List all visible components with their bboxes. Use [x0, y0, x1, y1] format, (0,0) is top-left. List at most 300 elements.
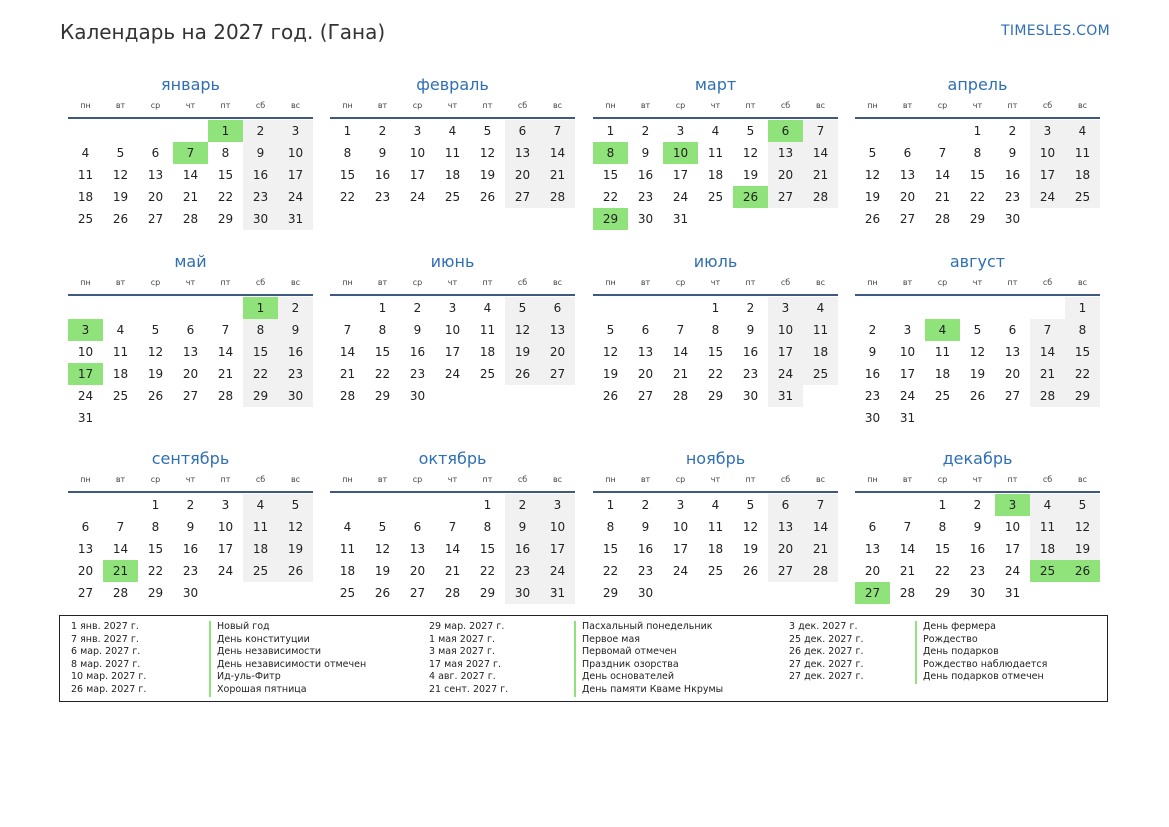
month-name: февраль	[416, 75, 489, 94]
day-grid	[68, 120, 313, 230]
day-cell: 10	[444, 323, 461, 337]
day-cell: 30	[243, 208, 278, 230]
day-cell: 3	[413, 124, 422, 138]
day-cell: 19	[742, 542, 759, 556]
day-cell: 12	[374, 542, 391, 556]
day-cell: 30	[409, 389, 426, 403]
day-cell: 30	[969, 586, 986, 600]
day-cell: 21	[444, 564, 461, 578]
weekday-header	[855, 274, 1100, 296]
day-cell: 25	[707, 190, 724, 204]
day-cell: 5	[278, 494, 313, 516]
day-cell: 11	[1030, 516, 1065, 538]
day-cell: 15	[374, 345, 391, 359]
day-cell: 14	[339, 345, 356, 359]
day-cell: 13	[505, 142, 540, 164]
day-cell: 21	[803, 538, 838, 560]
month-2	[330, 73, 575, 208]
day-cell: 29	[602, 586, 619, 600]
day-cell: 31	[899, 411, 916, 425]
day-cell: 25	[934, 389, 951, 403]
day-cell: 5	[746, 124, 755, 138]
weekday-header	[855, 97, 1100, 119]
month-11	[593, 447, 838, 604]
day-cell: 21	[672, 367, 689, 381]
day-cell: 15	[969, 168, 986, 182]
weekday-label: чт	[972, 101, 983, 110]
day-cell: 9	[973, 520, 982, 534]
day-cell: 24	[899, 389, 916, 403]
day-cell: 5	[606, 323, 615, 337]
weekday-label: ср	[150, 101, 161, 110]
day-cell: 23	[864, 389, 881, 403]
day-grid	[855, 297, 1100, 429]
day-cell: 19	[602, 367, 619, 381]
weekday-label: ср	[675, 475, 686, 484]
day-cell: 11	[339, 542, 356, 556]
day-cell: 26	[112, 212, 129, 226]
day-cell: 15	[707, 345, 724, 359]
weekday-label: пт	[482, 475, 493, 484]
day-cell: 13	[768, 516, 803, 538]
empty-cell	[138, 120, 173, 142]
day-cell: 1	[151, 498, 160, 512]
day-cell: 25	[707, 564, 724, 578]
legend-date: 26 мар. 2027 г.	[71, 683, 147, 695]
day-cell: 1	[343, 124, 352, 138]
holiday-day-cell: 17	[68, 363, 103, 385]
weekday-label: чт	[710, 475, 721, 484]
legend-date: 4 авг. 2027 г.	[429, 671, 496, 683]
day-cell: 3	[540, 494, 575, 516]
day-cell: 9	[641, 520, 650, 534]
empty-cell	[855, 494, 890, 516]
legend-holiday-name: Рождество	[915, 634, 1047, 647]
day-cell: 26	[602, 389, 619, 403]
empty-cell	[890, 494, 925, 516]
weekday-label: ср	[412, 278, 423, 287]
day-cell: 6	[868, 520, 877, 534]
month-4	[855, 73, 1100, 230]
day-cell: 21	[934, 190, 951, 204]
day-cell: 30	[637, 212, 654, 226]
weekday-label: сб	[255, 475, 266, 484]
day-cell: 14	[1030, 341, 1065, 363]
day-cell: 20	[77, 564, 94, 578]
day-cell: 22	[707, 367, 724, 381]
holiday-day-cell: 29	[593, 208, 628, 230]
weekday-label: пн	[342, 475, 353, 484]
weekday-label: вт	[902, 101, 913, 110]
day-cell: 9	[868, 345, 877, 359]
day-cell: 4	[483, 301, 492, 315]
day-cell: 17	[217, 542, 234, 556]
day-cell: 24	[672, 190, 689, 204]
weekday-label: сб	[780, 475, 791, 484]
empty-cell	[995, 297, 1030, 319]
day-grid	[68, 494, 313, 604]
legend-holiday-name: Первое мая	[574, 634, 723, 647]
day-cell: 15	[479, 542, 496, 556]
day-cell: 18	[707, 168, 724, 182]
day-cell: 25	[444, 190, 461, 204]
weekday-label: вт	[640, 278, 651, 287]
day-cell: 13	[1004, 345, 1021, 359]
day-cell: 23	[374, 190, 391, 204]
day-cell: 20	[540, 341, 575, 363]
weekday-header	[68, 274, 313, 296]
empty-cell	[103, 120, 138, 142]
day-cell: 28	[182, 212, 199, 226]
weekday-header	[330, 274, 575, 296]
day-cell: 20	[182, 367, 199, 381]
weekday-label: сб	[255, 101, 266, 110]
day-cell: 2	[413, 301, 422, 315]
day-cell: 19	[374, 564, 391, 578]
day-cell: 4	[81, 146, 90, 160]
day-cell: 14	[112, 542, 129, 556]
day-cell: 16	[1004, 168, 1021, 182]
weekday-label: вс	[552, 101, 563, 110]
day-cell: 31	[77, 411, 94, 425]
weekday-label: вт	[115, 278, 126, 287]
day-cell: 8	[151, 520, 160, 534]
day-cell: 4	[243, 494, 278, 516]
day-cell: 10	[409, 146, 426, 160]
day-cell: 29	[217, 212, 234, 226]
day-cell: 18	[444, 168, 461, 182]
day-cell: 10	[540, 516, 575, 538]
legend-holiday-name: День подарков	[915, 646, 1047, 659]
day-cell: 29	[707, 389, 724, 403]
month-7	[593, 250, 838, 407]
weekday-label: вс	[1077, 278, 1088, 287]
empty-cell	[960, 297, 995, 319]
weekday-label: ср	[937, 475, 948, 484]
day-cell: 6	[540, 297, 575, 319]
weekday-label: вт	[640, 475, 651, 484]
holiday-day-cell: 3	[995, 494, 1030, 516]
legend-holiday-name: День основателей	[574, 671, 723, 684]
day-cell: 4	[116, 323, 125, 337]
day-cell: 6	[186, 323, 195, 337]
day-cell: 18	[1065, 164, 1100, 186]
weekday-label: ср	[412, 101, 423, 110]
legend-holiday-name: День подарков отмечен	[915, 671, 1047, 684]
legend-date: 26 дек. 2027 г.	[789, 646, 864, 658]
day-cell: 9	[641, 146, 650, 160]
empty-cell	[890, 297, 925, 319]
day-cell: 6	[641, 323, 650, 337]
day-cell: 31	[540, 582, 575, 604]
weekday-label: сб	[517, 475, 528, 484]
day-cell: 5	[746, 498, 755, 512]
month-10	[330, 447, 575, 604]
day-cell: 31	[672, 212, 689, 226]
month-name: декабрь	[942, 449, 1013, 468]
day-cell: 2	[868, 323, 877, 337]
day-cell: 25	[77, 212, 94, 226]
holiday-day-cell: 26	[1065, 560, 1100, 582]
day-cell: 22	[1065, 363, 1100, 385]
day-cell: 14	[217, 345, 234, 359]
day-cell: 29	[479, 586, 496, 600]
weekday-label: сб	[255, 278, 266, 287]
day-cell: 19	[147, 367, 164, 381]
day-cell: 5	[483, 124, 492, 138]
legend-date: 29 мар. 2027 г.	[429, 621, 505, 632]
day-cell: 16	[637, 542, 654, 556]
day-cell: 4	[711, 498, 720, 512]
day-cell: 18	[934, 367, 951, 381]
day-cell: 12	[112, 168, 129, 182]
day-cell: 16	[278, 341, 313, 363]
weekday-label: пт	[745, 475, 756, 484]
day-cell: 19	[505, 341, 540, 363]
day-cell: 10	[77, 345, 94, 359]
month-3	[593, 73, 838, 230]
legend-holiday-name: День памяти Кваме Нкрумы	[574, 684, 723, 697]
day-cell: 8	[1065, 319, 1100, 341]
day-cell: 19	[969, 367, 986, 381]
weekday-label: пн	[867, 475, 878, 484]
day-cell: 5	[151, 323, 160, 337]
day-cell: 25	[112, 389, 129, 403]
day-cell: 7	[803, 494, 838, 516]
weekday-label: пн	[80, 475, 91, 484]
day-cell: 4	[448, 124, 457, 138]
day-cell: 12	[505, 319, 540, 341]
empty-cell	[103, 297, 138, 319]
weekday-label: пн	[605, 475, 616, 484]
day-cell: 25	[803, 363, 838, 385]
day-cell: 4	[1030, 494, 1065, 516]
weekday-header	[68, 97, 313, 119]
weekday-label: чт	[185, 101, 196, 110]
day-cell: 9	[746, 323, 755, 337]
holiday-day-cell: 1	[243, 297, 278, 319]
day-cell: 9	[243, 142, 278, 164]
legend-names-col-3	[915, 621, 1047, 684]
weekday-label: вс	[1077, 101, 1088, 110]
empty-cell	[103, 494, 138, 516]
day-cell: 11	[243, 516, 278, 538]
day-cell: 23	[637, 564, 654, 578]
empty-cell	[173, 297, 208, 319]
day-cell: 15	[934, 542, 951, 556]
day-cell: 4	[1065, 120, 1100, 142]
day-cell: 29	[147, 586, 164, 600]
weekday-label: пт	[1007, 475, 1018, 484]
day-cell: 23	[278, 363, 313, 385]
day-cell: 13	[768, 142, 803, 164]
day-cell: 14	[444, 542, 461, 556]
day-cell: 8	[343, 146, 352, 160]
day-cell: 18	[112, 367, 129, 381]
legend-holiday-name: День фермера	[915, 621, 1047, 634]
weekday-label: пн	[342, 101, 353, 110]
weekday-label: сб	[780, 278, 791, 287]
day-cell: 13	[77, 542, 94, 556]
day-cell: 27	[768, 560, 803, 582]
day-cell: 17	[1004, 542, 1021, 556]
day-cell: 13	[409, 542, 426, 556]
day-cell: 4	[711, 124, 720, 138]
day-cell: 16	[182, 542, 199, 556]
weekday-header	[593, 97, 838, 119]
day-cell: 8	[483, 520, 492, 534]
weekday-label: ср	[937, 278, 948, 287]
day-cell: 30	[278, 385, 313, 407]
day-cell: 20	[1004, 367, 1021, 381]
day-cell: 11	[1065, 142, 1100, 164]
day-cell: 13	[899, 168, 916, 182]
day-cell: 1	[1065, 297, 1100, 319]
day-cell: 15	[339, 168, 356, 182]
page-title: Календарь на 2027 год. (Гана)	[60, 20, 386, 44]
day-cell: 12	[864, 168, 881, 182]
day-cell: 28	[803, 560, 838, 582]
day-cell: 28	[1030, 385, 1065, 407]
legend-date: 1 янв. 2027 г.	[71, 621, 139, 632]
day-cell: 3	[1030, 120, 1065, 142]
weekday-label: чт	[710, 101, 721, 110]
day-cell: 8	[938, 520, 947, 534]
day-cell: 2	[1008, 124, 1017, 138]
day-cell: 2	[505, 494, 540, 516]
day-cell: 15	[217, 168, 234, 182]
day-cell: 31	[278, 208, 313, 230]
day-cell: 19	[1065, 538, 1100, 560]
weekday-label: ср	[150, 278, 161, 287]
day-cell: 15	[243, 341, 278, 363]
day-cell: 11	[803, 319, 838, 341]
weekday-label: пн	[605, 278, 616, 287]
legend-date: 27 дек. 2027 г.	[789, 671, 864, 683]
day-cell: 27	[182, 389, 199, 403]
day-cell: 2	[186, 498, 195, 512]
month-name: июль	[693, 252, 738, 271]
day-cell: 23	[243, 186, 278, 208]
day-cell: 8	[378, 323, 387, 337]
day-cell: 28	[112, 586, 129, 600]
weekday-label: вс	[815, 278, 826, 287]
weekday-label: пт	[1007, 278, 1018, 287]
day-cell: 18	[243, 538, 278, 560]
weekday-label: пт	[482, 278, 493, 287]
day-cell: 17	[540, 538, 575, 560]
day-cell: 20	[637, 367, 654, 381]
weekday-label: сб	[780, 101, 791, 110]
day-grid	[330, 297, 575, 407]
day-cell: 1	[938, 498, 947, 512]
day-cell: 4	[343, 520, 352, 534]
day-cell: 2	[641, 498, 650, 512]
brand-link[interactable]: TIMESLES.COM	[1001, 23, 1110, 39]
weekday-label: пн	[605, 101, 616, 110]
day-cell: 1	[711, 301, 720, 315]
empty-cell	[1030, 297, 1065, 319]
legend-date: 10 мар. 2027 г.	[71, 671, 147, 683]
holiday-legend	[59, 615, 1108, 702]
month-name: январь	[161, 75, 220, 94]
weekday-label: ср	[150, 475, 161, 484]
day-cell: 15	[147, 542, 164, 556]
legend-holiday-name: Ид-уль-Фитр	[209, 671, 366, 684]
day-cell: 7	[540, 120, 575, 142]
weekday-label: вт	[902, 475, 913, 484]
day-cell: 10	[217, 520, 234, 534]
empty-cell	[68, 120, 103, 142]
day-cell: 30	[182, 586, 199, 600]
legend-date: 17 мая 2027 г.	[429, 658, 502, 670]
day-cell: 8	[973, 146, 982, 160]
day-cell: 22	[339, 190, 356, 204]
day-cell: 26	[742, 564, 759, 578]
day-grid	[330, 120, 575, 208]
day-cell: 17	[672, 168, 689, 182]
weekday-label: вс	[1077, 475, 1088, 484]
day-cell: 5	[505, 297, 540, 319]
weekday-header	[593, 471, 838, 493]
day-grid	[593, 297, 838, 407]
day-cell: 13	[637, 345, 654, 359]
day-cell: 17	[899, 367, 916, 381]
day-cell: 22	[969, 190, 986, 204]
day-cell: 1	[606, 498, 615, 512]
day-cell: 14	[672, 345, 689, 359]
empty-cell	[890, 120, 925, 142]
day-cell: 28	[899, 586, 916, 600]
day-cell: 24	[217, 564, 234, 578]
day-cell: 17	[444, 345, 461, 359]
day-cell: 23	[969, 564, 986, 578]
day-cell: 22	[479, 564, 496, 578]
day-cell: 24	[77, 389, 94, 403]
legend-dates-col-1	[71, 621, 146, 697]
day-cell: 13	[540, 319, 575, 341]
day-cell: 8	[221, 146, 230, 160]
month-5	[68, 250, 313, 429]
day-cell: 9	[413, 323, 422, 337]
holiday-day-cell: 6	[768, 120, 803, 142]
day-cell: 27	[1004, 389, 1021, 403]
weekday-label: чт	[185, 278, 196, 287]
day-cell: 26	[969, 389, 986, 403]
day-cell: 25	[479, 367, 496, 381]
day-cell: 28	[540, 186, 575, 208]
day-cell: 14	[803, 142, 838, 164]
day-cell: 20	[147, 190, 164, 204]
day-cell: 3	[221, 498, 230, 512]
legend-holiday-name: Рождество наблюдается	[915, 659, 1047, 672]
day-cell: 25	[339, 586, 356, 600]
weekday-label: пт	[745, 278, 756, 287]
day-grid	[330, 494, 575, 604]
month-name: апрель	[947, 75, 1008, 94]
weekday-header	[330, 471, 575, 493]
weekday-label: вс	[290, 475, 301, 484]
legend-dates-col-2	[429, 621, 508, 697]
day-cell: 3	[676, 498, 685, 512]
day-cell: 12	[147, 345, 164, 359]
legend-holiday-name: Новый год	[209, 621, 366, 634]
day-cell: 25	[1065, 186, 1100, 208]
day-cell: 22	[934, 564, 951, 578]
day-cell: 20	[864, 564, 881, 578]
day-cell: 7	[1030, 319, 1065, 341]
empty-cell	[68, 494, 103, 516]
